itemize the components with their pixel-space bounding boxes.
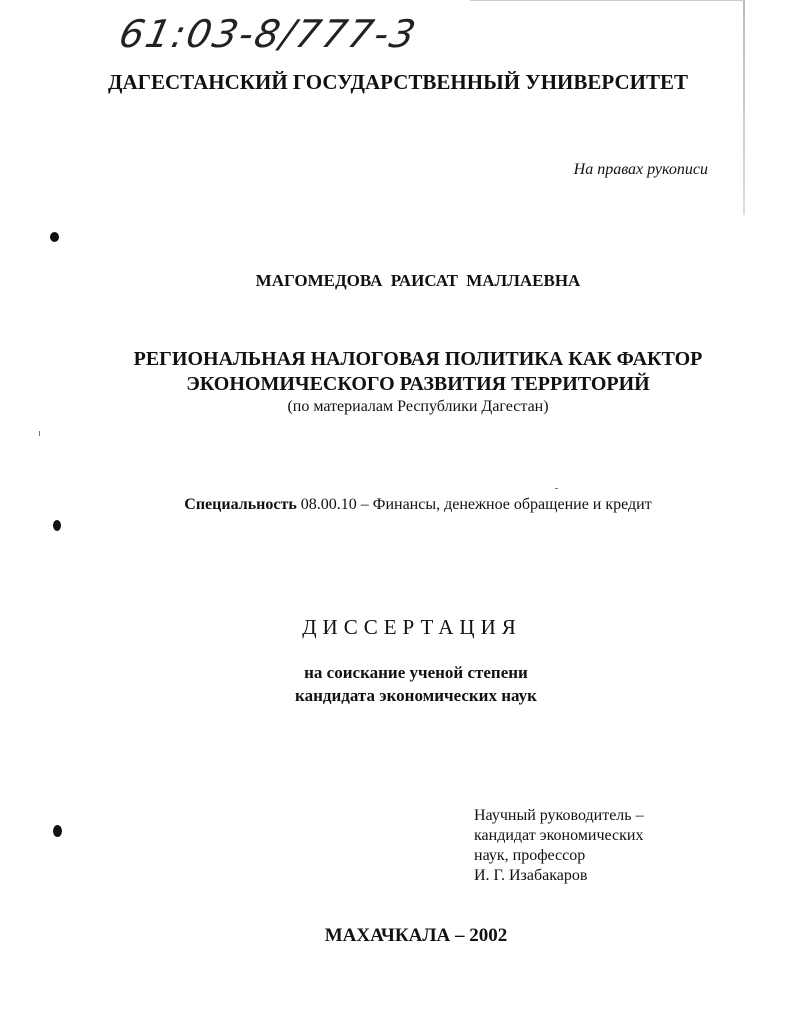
scan-speck	[555, 488, 558, 489]
scan-edge-top	[470, 0, 745, 1]
author-name: МАГОМЕДОВА РАИСАТ МАЛЛАЕВНА	[255, 271, 581, 290]
advisor-line-2: кандидат экономических	[474, 827, 644, 844]
handwritten-catalog-code: 61:03-8/777-3	[115, 12, 422, 56]
binder-hole-mark	[50, 232, 59, 242]
scientific-advisor-block	[474, 806, 644, 886]
binder-hole-mark	[53, 825, 62, 837]
university-name: ДАГЕСТАНСКИЙ ГОСУДАРСТВЕННЫЙ УНИВЕРСИТЕТ	[108, 70, 688, 94]
manuscript-rights-note: На правах рукописи	[573, 161, 708, 178]
city-year: МАХАЧКАЛА – 2002	[324, 925, 508, 946]
scan-speck	[39, 431, 40, 436]
binder-hole-mark	[53, 520, 61, 531]
thesis-title-line-1: РЕГИОНАЛЬНАЯ НАЛОГОВАЯ ПОЛИТИКА КАК ФАКТОР	[133, 348, 703, 370]
advisor-line-3: наук, профессор	[474, 847, 586, 864]
dissertation-heading: ДИССЕРТАЦИЯ	[302, 615, 522, 639]
thesis-title-line-2: ЭКОНОМИЧЕСКОГО РАЗВИТИЯ ТЕРРИТОРИЙ	[186, 373, 650, 395]
thesis-subtitle: (по материалам Республики Дагестан)	[287, 398, 549, 415]
degree-line-1: на соискание ученой степени	[304, 663, 528, 682]
specialty-value: 08.00.10 – Финансы, денежное обращение и кредит	[296, 496, 652, 513]
specialty-label: Специальность	[184, 496, 297, 513]
degree-line-2: кандидата экономических наук	[295, 686, 537, 705]
specialty-line	[0, 496, 796, 514]
advisor-line-1: Научный руководитель –	[474, 807, 644, 824]
scan-edge	[743, 0, 745, 215]
advisor-line-4: И. Г. Изабакаров	[474, 867, 588, 884]
